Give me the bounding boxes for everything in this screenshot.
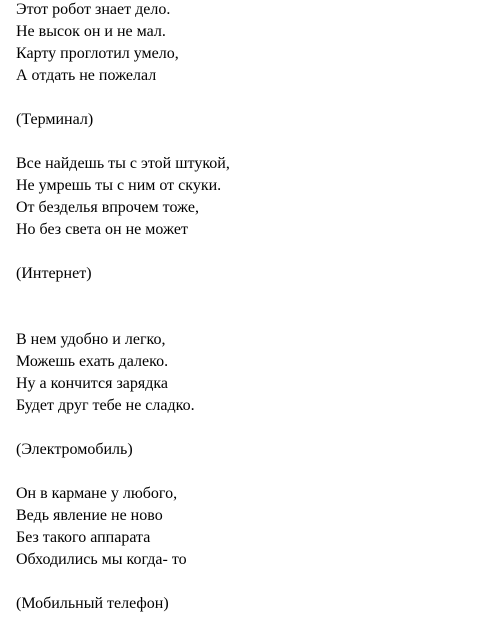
riddle-line: Не умрешь ты с ним от скуки. (16, 177, 222, 194)
riddle-line: Но без света он не может (16, 221, 188, 238)
blank-line (16, 417, 486, 439)
blank-line (16, 285, 486, 329)
riddle-line: Не высок он и не мал. (16, 23, 166, 40)
riddle-line: Этот робот знает дело. (16, 1, 171, 18)
document-body (16, 0, 486, 615)
riddle-answer: (Электромобиль) (16, 441, 133, 458)
blank-line (16, 87, 486, 109)
riddle-line: Можешь ехать далеко. (16, 353, 169, 370)
blank-line (16, 461, 486, 483)
riddle-line: Обходились мы когда- то (16, 551, 187, 568)
riddle-line: Все найдешь ты с этой штукой, (16, 155, 230, 172)
riddle-mobile-phone (16, 483, 486, 615)
riddle-internet (16, 153, 486, 285)
blank-line (16, 131, 486, 153)
riddle-line: Он в кармане у любого, (16, 485, 178, 502)
riddle-line: А отдать не пожелал (16, 67, 157, 84)
riddle-line: Ведь явление не ново (16, 507, 163, 524)
riddle-line: Будет друг тебе не сладко. (16, 397, 195, 414)
riddle-electromobile (16, 329, 486, 461)
riddle-line: В нем удобно и легко, (16, 331, 166, 348)
riddle-line: Без такого аппарата (16, 529, 151, 546)
riddle-answer: (Терминал) (16, 111, 94, 128)
riddle-terminal (16, 0, 486, 131)
riddle-line: Карту проглотил умело, (16, 45, 179, 62)
riddle-answer: (Мобильный телефон) (16, 595, 169, 612)
riddle-answer: (Интернет) (16, 265, 92, 282)
blank-line (16, 571, 486, 593)
riddle-line: Ну а кончится зарядка (16, 375, 168, 392)
riddle-line: От безделья впрочем тоже, (16, 199, 199, 216)
blank-line (16, 241, 486, 263)
